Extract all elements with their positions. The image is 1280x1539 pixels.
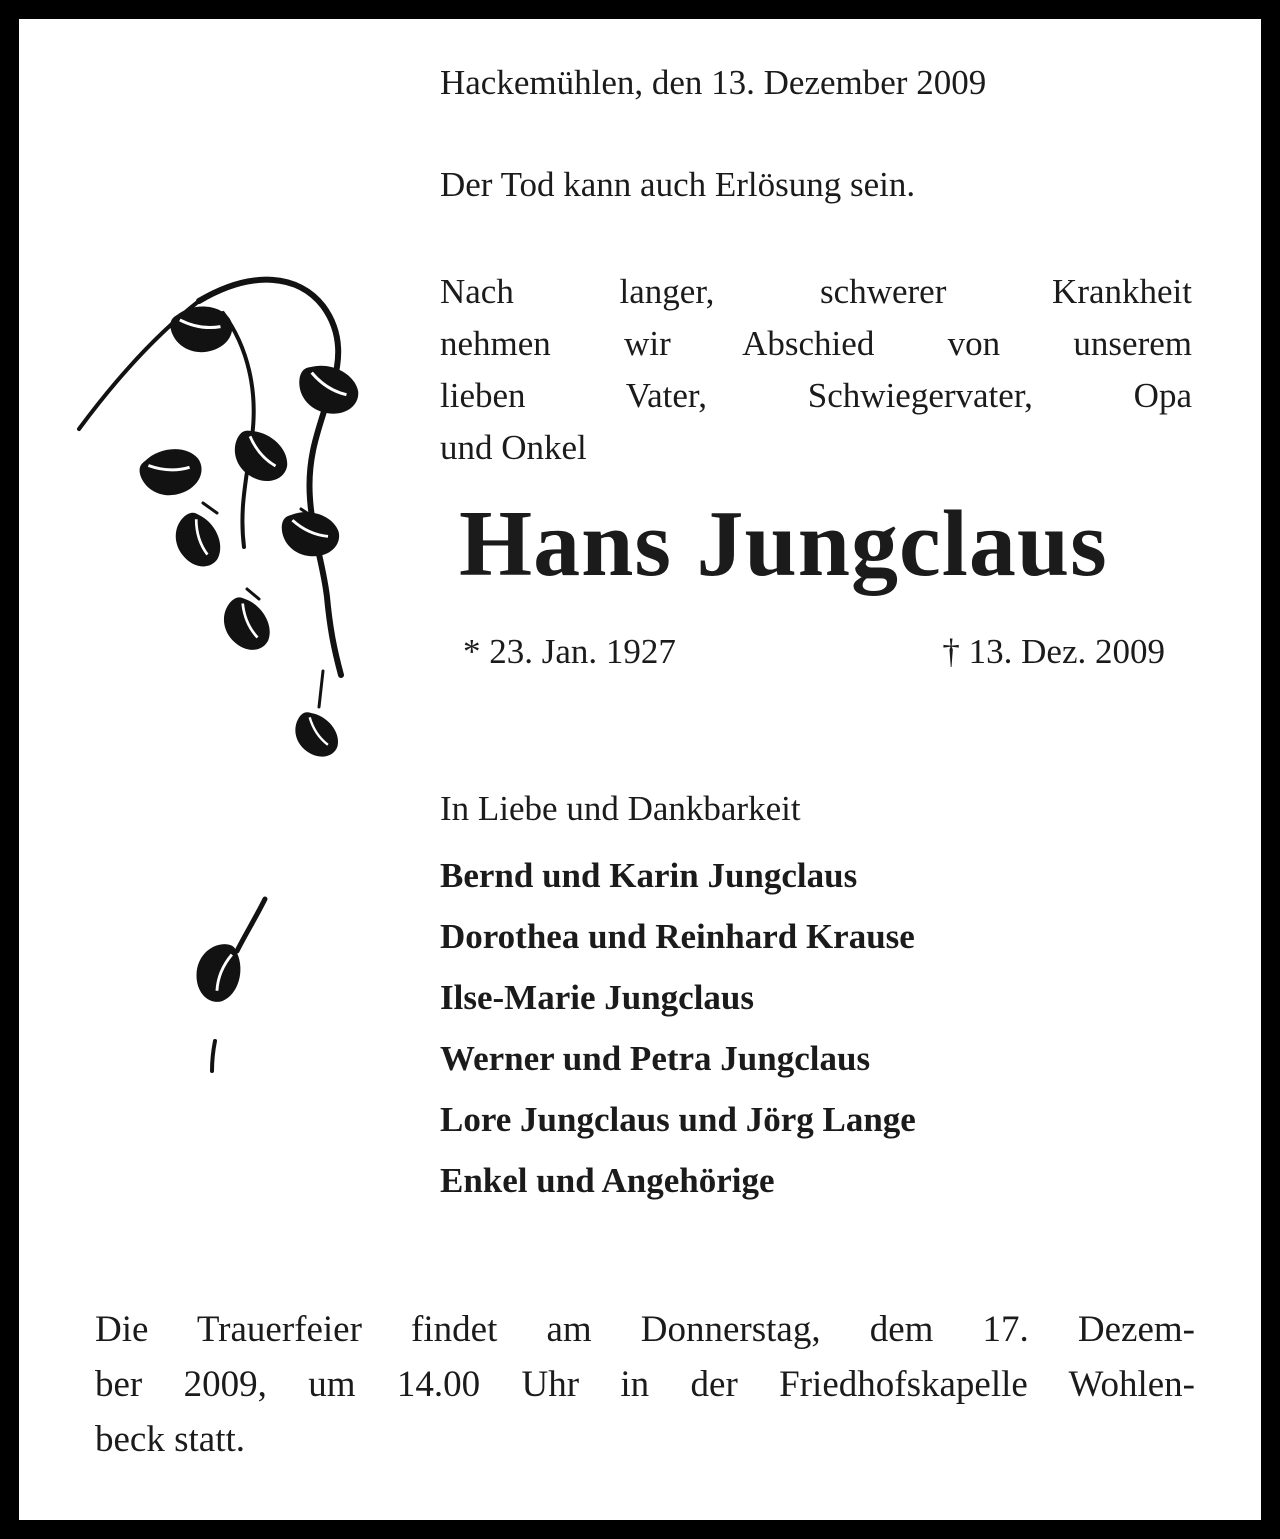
- dateline: Hackemühlen, den 13. Dezember 2009: [440, 63, 987, 102]
- announcement-line: lieben Vater, Schwiegervater, Opa: [440, 376, 1192, 415]
- mourner-line: Werner und Petra Jungclaus: [440, 1039, 871, 1078]
- life-dates: [463, 631, 1165, 673]
- birth-date: * 23. Jan. 1927: [463, 632, 676, 671]
- death-date: † 13. Dez. 2009: [942, 632, 1165, 671]
- mourner-line: Enkel und Angehörige: [440, 1161, 775, 1200]
- mourner-line: Bernd und Karin Jungclaus: [440, 856, 858, 895]
- mourners-list: [440, 845, 1200, 1211]
- funeral-line: beck statt.: [95, 1419, 246, 1460]
- announcement-line: und Onkel: [440, 428, 587, 467]
- leaf-branch-illustration: [71, 251, 419, 791]
- deceased-name: Hans Jungclaus: [459, 492, 1108, 596]
- funeral-line: Die Trauerfeier findet am Donnerstag, dem 17. Dezem-: [95, 1309, 1195, 1350]
- epigraph: Der Tod kann auch Erlösung sein.: [440, 165, 916, 204]
- announcement-paragraph: [440, 266, 1192, 474]
- closing-phrase: In Liebe und Dankbarkeit: [440, 789, 801, 828]
- announcement-line: nehmen wir Abschied von unserem: [440, 324, 1192, 363]
- funeral-details: [95, 1302, 1195, 1467]
- mourner-line: Ilse-Marie Jungclaus: [440, 978, 755, 1017]
- funeral-line: ber 2009, um 14.00 Uhr in der Friedhofskapelle Wohlen-: [95, 1364, 1195, 1405]
- announcement-line: Nach langer, schwerer Krankheit: [440, 272, 1192, 311]
- mourner-line: Dorothea und Reinhard Krause: [440, 917, 915, 956]
- falling-leaf-illustration: [181, 891, 293, 1083]
- mourner-line: Lore Jungclaus und Jörg Lange: [440, 1100, 916, 1139]
